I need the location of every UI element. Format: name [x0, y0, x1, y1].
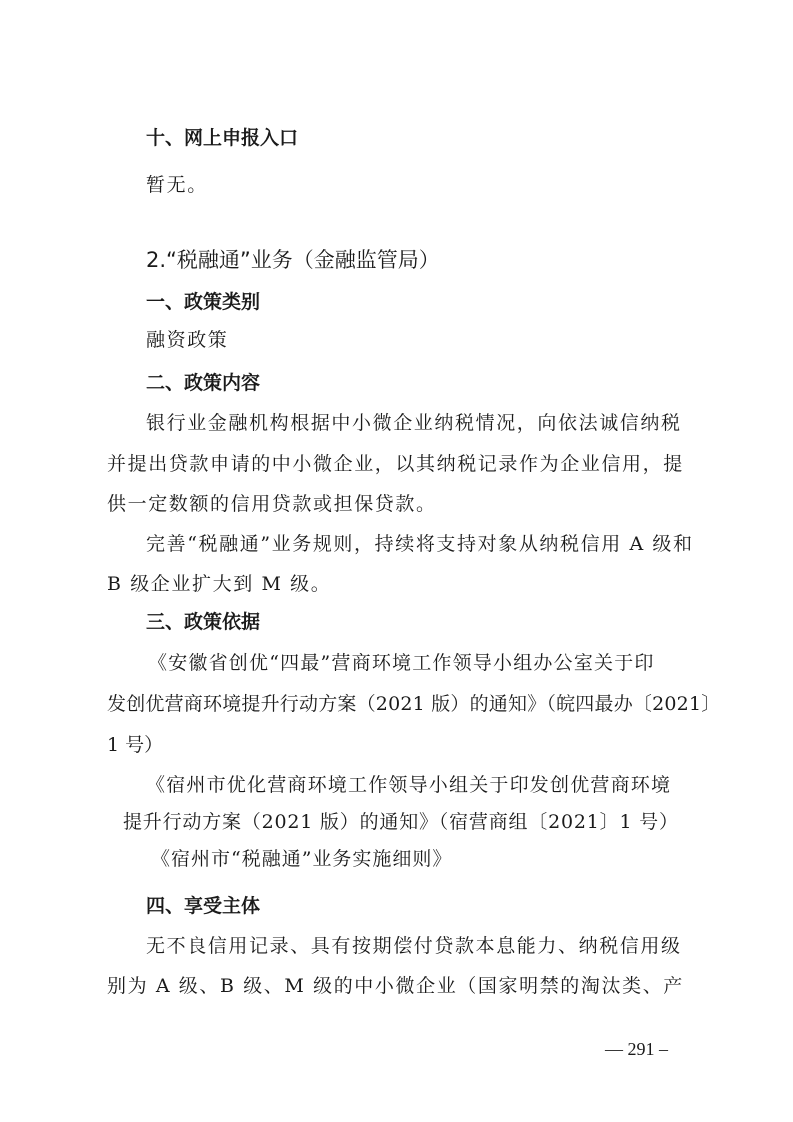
section-two-line: 银行业金融机构根据中小微企业纳税情况，向依法诚信纳税: [146, 412, 682, 434]
section-three-line: 《宿州市“税融通”业务实施细则》: [151, 848, 453, 870]
section-three-line: 《宿州市优化营商环境工作领导小组关于印发创优营商环境: [146, 774, 672, 796]
section-three-line: 提升行动方案（2021 版）的通知》（宿营商组〔2021〕1 号）: [123, 811, 679, 833]
item-title: 2.“税融通”业务（金融监管局）: [146, 248, 440, 272]
section-three-heading: 三、政策依据: [146, 611, 261, 633]
section-three-line: 《安徽省创优“四最”营商环境工作领导小组办公室关于印: [148, 652, 655, 674]
page-number: — 291 –: [605, 1039, 668, 1059]
section-one-text: 融资政策: [146, 329, 229, 351]
section-two-line: 供一定数额的信用贷款或担保贷款。: [107, 493, 437, 515]
section-one-heading: 一、政策类别: [146, 291, 261, 313]
section-two-heading: 二、政策内容: [146, 372, 261, 394]
section-four-line: 别为 A 级、B 级、M 级的中小微企业（国家明禁的淘汰类、产: [107, 975, 684, 997]
section-two-line: 完善“税融通”业务规则，持续将支持对象从纳税信用 A 级和: [146, 533, 694, 555]
section-ten-text: 暂无。: [146, 174, 208, 196]
section-three-line: 1 号）: [107, 734, 164, 756]
section-ten-heading: 十、网上申报入口: [146, 127, 299, 149]
section-three-line: 发创优营商环境提升行动方案（2021 版）的通知》（皖四最办〔2021〕: [107, 693, 721, 715]
section-four-line: 无不良信用记录、具有按期偿付贷款本息能力、纳税信用级: [146, 935, 682, 957]
section-two-line: B 级企业扩大到 M 级。: [107, 573, 332, 595]
section-two-line: 并提出贷款申请的中小微企业，以其纳税记录作为企业信用，提: [107, 453, 684, 475]
section-four-heading: 四、享受主体: [146, 895, 261, 917]
